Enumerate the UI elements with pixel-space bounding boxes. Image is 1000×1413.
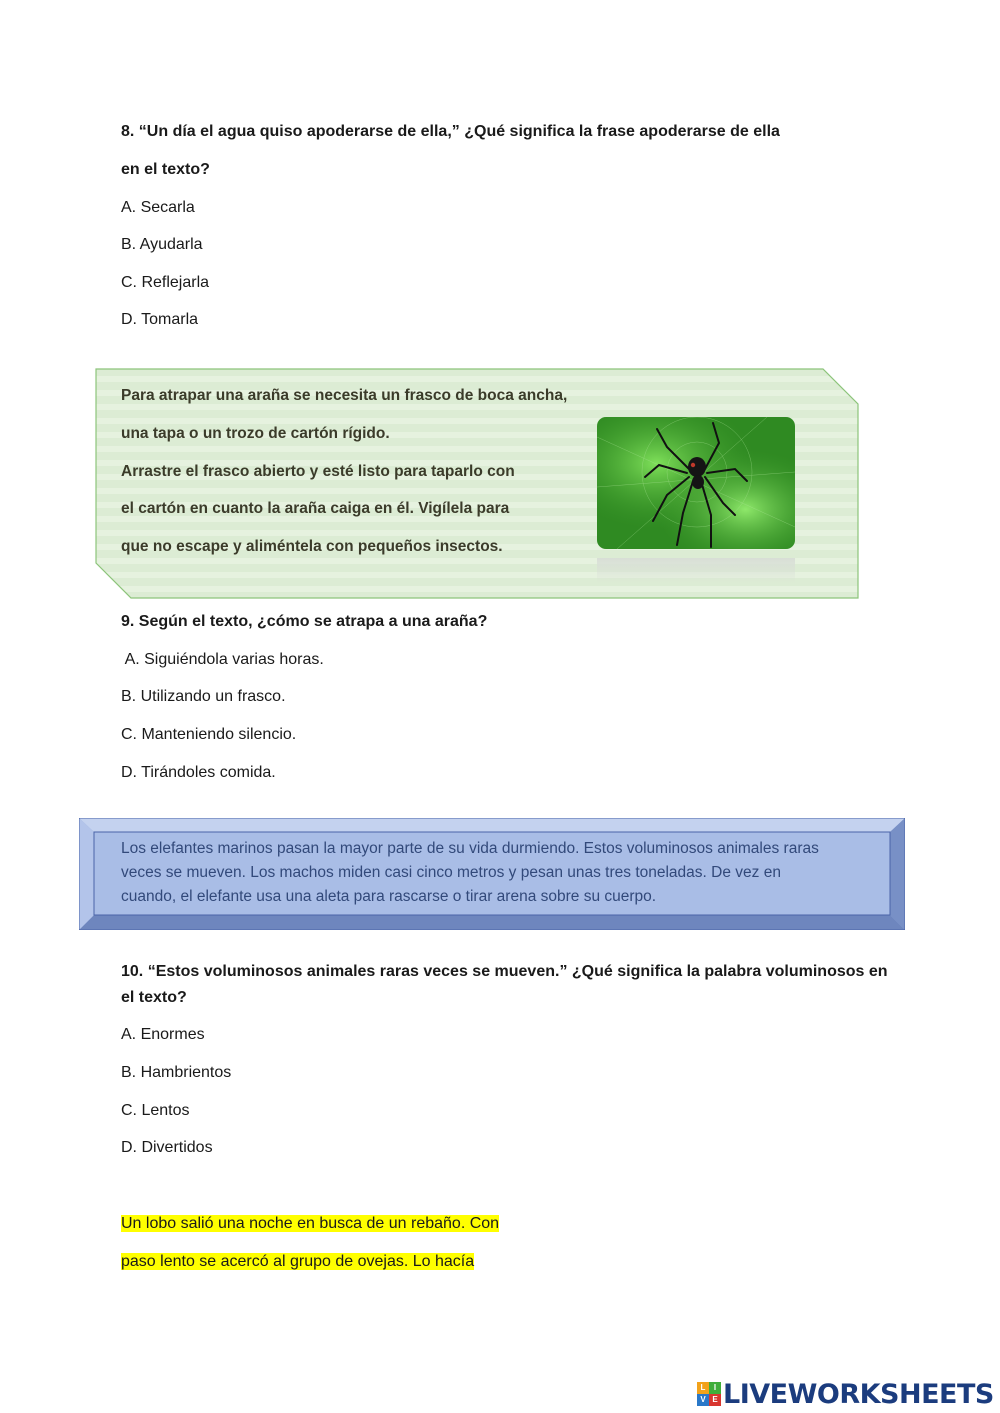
spider-icon [597,417,795,549]
question-8-option-a[interactable]: A. Secarla [121,199,195,216]
question-10-option-c[interactable]: C. Lentos [121,1102,190,1119]
logo-text: LIVEWORKSHEETS [723,1378,994,1410]
spider-passage-line-2: una tapa o un trozo de cartón rígido. [121,425,390,442]
question-9-option-b[interactable]: B. Utilizando un frasco. [121,688,286,705]
question-10-option-d[interactable]: D. Divertidos [121,1139,213,1156]
logo-mark-e: E [709,1394,721,1406]
spider-passage-line-5: que no escape y aliméntela con pequeños insectos. [121,538,503,555]
question-8-option-c[interactable]: C. Reflejarla [121,274,210,291]
question-8-title-line1: 8. “Un día el agua quiso apoderarse de ella,” ¿Qué significa la frase apoderarse de ella [121,123,780,140]
liveworksheets-logo[interactable] [697,1378,994,1410]
elephant-passage-panel [79,818,905,930]
question-9-option-a[interactable]: A. Siguiéndola varias horas. [121,651,324,668]
spider-image-reflection [597,558,795,584]
question-10-option-a[interactable]: A. Enormes [121,1026,205,1043]
spider-passage-line-3: Arrastre el frasco abierto y esté listo para taparlo con [121,463,515,480]
logo-mark-v: V [697,1394,709,1406]
logo-mark-l: L [697,1382,709,1394]
elephant-passage-line-2: veces se mueven. Los machos miden casi cinco metros y pesan unas tres toneladas. De vez en [121,864,781,881]
spider-passage-line-4: el cartón en cuanto la araña caiga en él. Vigílela para [121,500,510,517]
question-9-title: 9. Según el texto, ¿cómo se atrapa a una araña? [121,613,488,630]
question-8-option-d[interactable]: D. Tomarla [121,311,199,328]
logo-mark-i: I [709,1382,721,1394]
wolf-passage-line-1: Un lobo salió una noche en busca de un rebaño. Con [121,1215,500,1232]
spider-passage-panel [95,368,859,599]
question-9-option-c[interactable]: C. Manteniendo silencio. [121,726,297,743]
question-9-option-d[interactable]: D. Tirándoles comida. [121,764,276,781]
liveworksheets-logo-icon [697,1382,721,1406]
spider-passage-line-1: Para atrapar una araña se necesita un frasco de boca ancha, [121,387,568,404]
question-10-option-b[interactable]: B. Hambrientos [121,1064,232,1081]
elephant-passage-line-1: Los elefantes marinos pasan la mayor parte de su vida durmiendo. Estos voluminosos animales raras [121,840,819,857]
question-10-title-line2: el texto? [121,989,187,1006]
wolf-passage-line-2: paso lento se acercó al grupo de ovejas. Lo hacía [121,1253,475,1270]
question-8-option-b[interactable]: B. Ayudarla [121,236,203,253]
wolf-passage-line-1-wrap [121,1215,499,1233]
question-8-title-line2: en el texto? [121,161,210,178]
wolf-passage-line-2-wrap [121,1253,474,1271]
elephant-passage-line-3: cuando, el elefante usa una aleta para rascarse o tirar arena sobre su cuerpo. [121,888,657,905]
question-10-title-line1: 10. “Estos voluminosos animales raras veces se mueven.” ¿Qué significa la palabra voluminosos en [121,963,888,980]
